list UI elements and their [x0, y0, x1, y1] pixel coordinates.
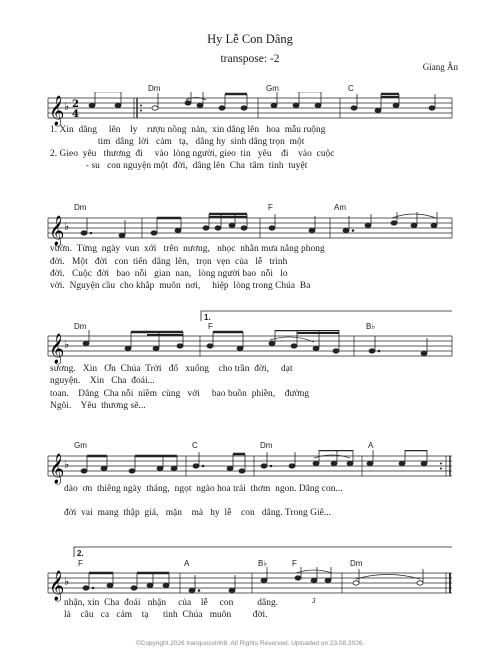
chord-label: Dm: [260, 441, 273, 450]
chord-label: F: [208, 322, 213, 331]
lyric-line: toan. Dâng Cha nỗi niềm cùng với bao buồn phiền, đường: [50, 389, 310, 399]
notes: [83, 567, 423, 593]
lyric-line: Ngôi. Yêu thương sẽ...: [50, 401, 146, 411]
song-title: Hy Lễ Con Dâng: [207, 32, 293, 46]
flat-key-signature: ♭: [64, 576, 70, 588]
chord-label: Dm: [74, 203, 87, 212]
flat-key-signature: ♭: [64, 101, 70, 113]
chord-label: Gm: [74, 441, 87, 450]
flat-key-signature: ♭: [64, 339, 70, 351]
volta-bracket: [0, 546, 500, 558]
flat-key-signature: ♭: [64, 221, 70, 233]
lyric-line: nguyện. Xin Cha đoái...: [50, 376, 155, 386]
lyric-line: nhận, xin Cha đoái nhận của lễ con dâng.: [64, 598, 279, 608]
lyric-line: là câu ca cảm tạ tình Chúa muôn đời.: [64, 610, 268, 620]
chord-label: B♭: [258, 559, 268, 568]
treble-clef: 𝄞: [49, 334, 65, 364]
chord-label: C: [192, 441, 198, 450]
chord-label: C: [348, 84, 354, 93]
composer: Giang Ân: [422, 62, 458, 72]
treble-clef: 𝄞: [49, 571, 65, 601]
volta-bracket: [0, 310, 500, 322]
chord-label: Dm: [350, 559, 363, 568]
notes: [83, 330, 427, 356]
chord-label: A: [368, 441, 374, 450]
chord-label: F: [292, 559, 297, 568]
lyric-line: đời. Cuộc đời bao nỗi gian nan, lòng người bao nỗi lo: [50, 269, 288, 279]
lyric-line: sương. Xin Ơn Chúa Trời đổ xuống cho trần đời, dạt: [50, 364, 293, 374]
lyric-line: vời. Nguyện cầu cho khắp muôn nơi, hiệp lòng trong Chúa Ba: [50, 281, 311, 291]
volta-number: 2.: [77, 549, 84, 558]
lyric-line: dào ơn thiêng ngày tháng, ngọt ngào hoa trái thơm ngon. Dâng con...: [64, 484, 343, 494]
volta-number: 1.: [204, 313, 211, 322]
lyric-line: đời vai mang thập giá, mặn mà hy lễ con dâng. Trong Giê...: [64, 508, 332, 518]
lyric-line: đời. Một đời con tiến dâng lên, trọn vẹn của lễ trình: [50, 257, 288, 267]
chord-label: Dm: [148, 84, 161, 93]
flat-key-signature: ♭: [64, 459, 70, 471]
time-signature-top: 2: [72, 99, 79, 110]
copyright-footer: ©Copyright 2026 tranquocvinh8. All Rights Reserved. Uploaded on 23.08.2026.: [135, 640, 365, 647]
triplet-mark: 3: [312, 597, 316, 605]
transpose-label: transpose: -2: [220, 53, 280, 65]
chord-label: F: [78, 559, 83, 568]
treble-clef: 𝄞: [49, 454, 65, 484]
lyric-line: - su con nguyện một đời, dâng lên Cha tâm tình tuyệt: [50, 161, 308, 171]
lyric-line: vườn. Từng ngày vun xới trên nương, nhọc nhằn mưa nắng phong: [50, 244, 325, 254]
time-signature-bottom: 4: [72, 109, 79, 120]
chord-label: Dm: [74, 322, 87, 331]
chord-label: F: [268, 203, 273, 212]
treble-clef: 𝄞: [49, 96, 65, 126]
lyric-line: 2. Gieo yêu thương đi vào lòng người, gieo tin yêu đi vào cuộc: [50, 149, 335, 159]
chord-label: Am: [334, 203, 346, 212]
lyric-line: tim dâng lời cảm tạ, dâng hy sinh dâng trọn một: [50, 137, 305, 147]
chord-label: A: [184, 559, 190, 568]
lyric-line: 1. Xin dâng lên ly rượu nồng nàn, xin dâng lên hoa mẫu ruộng: [50, 125, 326, 135]
treble-clef: 𝄞: [49, 216, 65, 246]
notes: [81, 212, 437, 238]
chord-label: B♭: [366, 322, 376, 331]
chord-label: Gm: [266, 84, 279, 93]
